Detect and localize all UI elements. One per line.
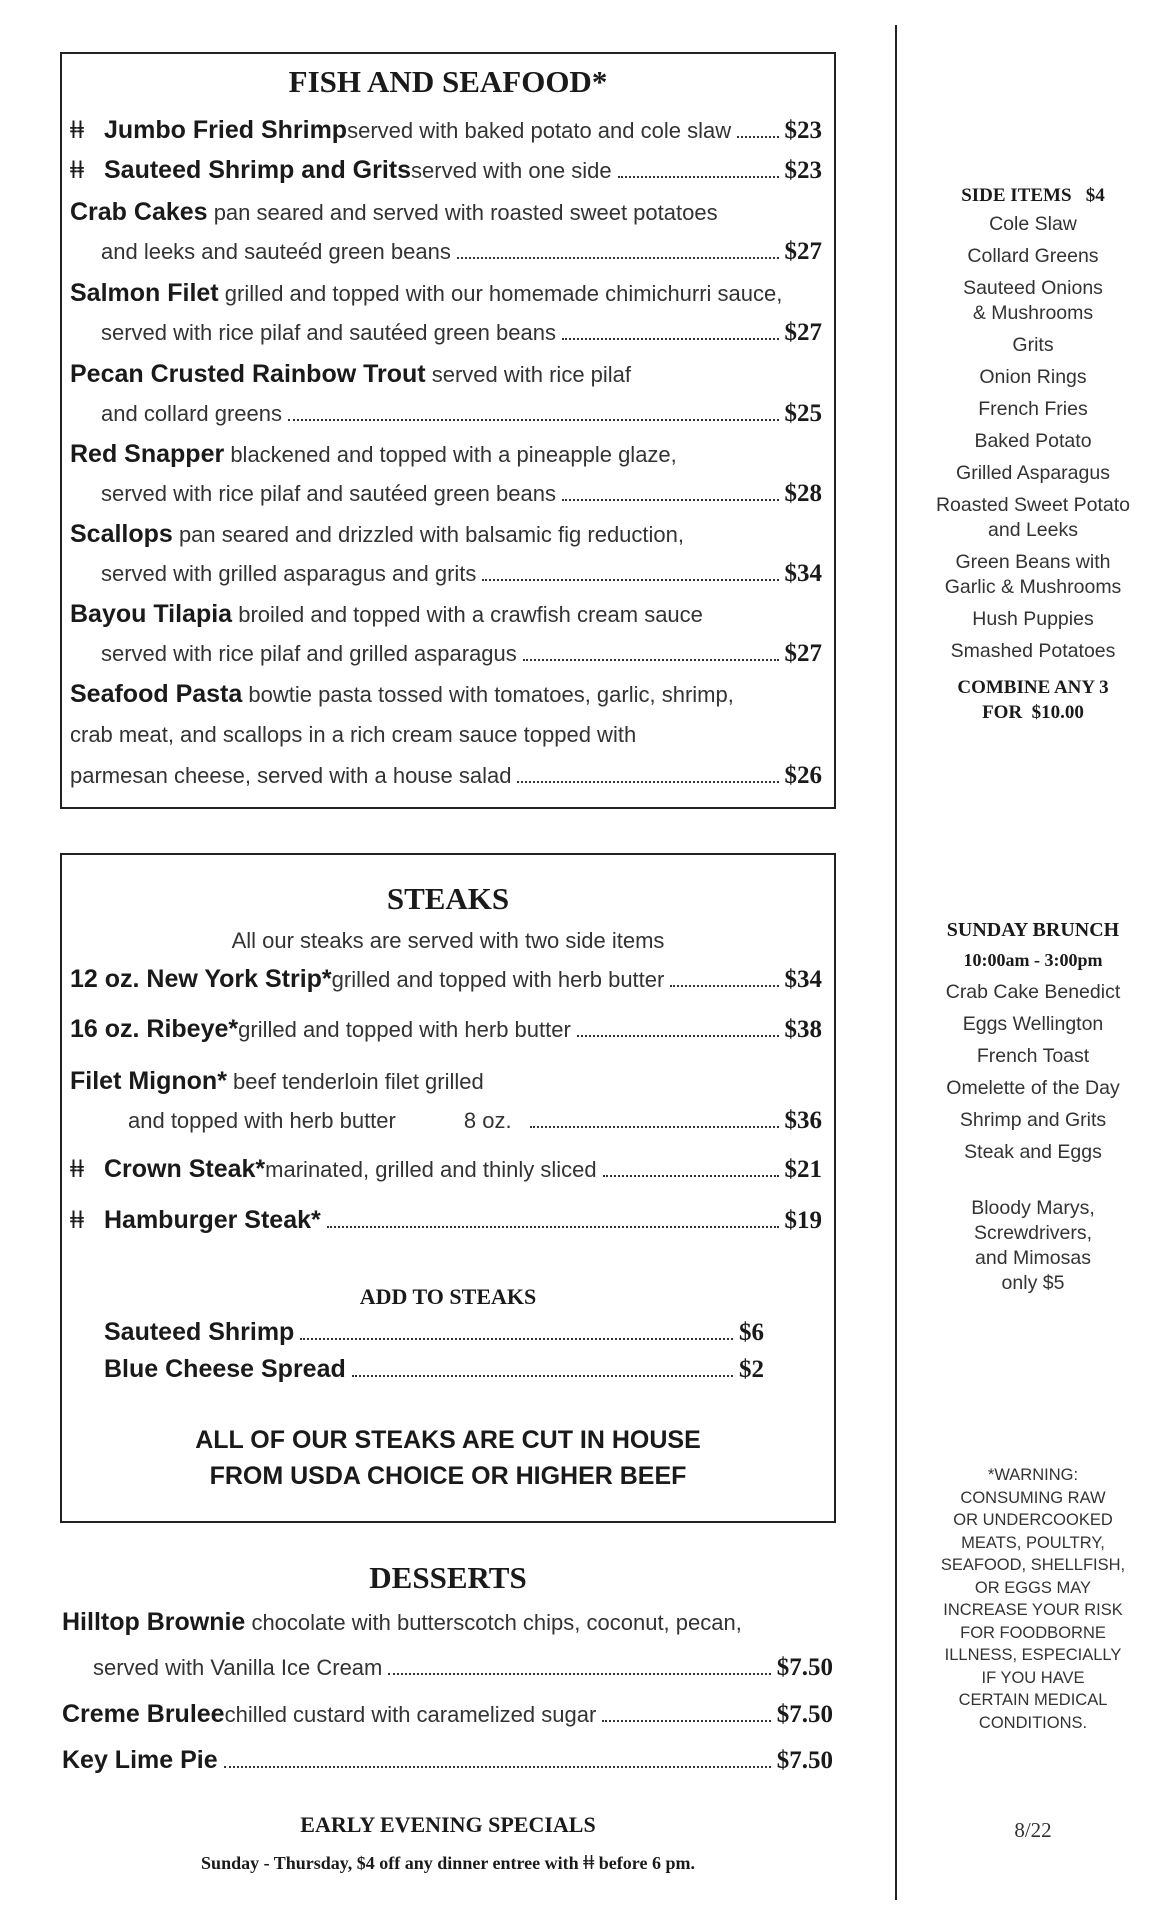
side-item: Garlic & Mushrooms <box>944 576 1122 598</box>
menu-item: Creme Brulee chilled custard with caramelized sugar $7.50 <box>62 1700 833 1728</box>
menu-item: 16 oz. Ribeye* grilled and topped with herb butter $38 <box>70 1015 822 1043</box>
side-items-panel <box>920 183 1146 725</box>
menu-item: ǂǂ Crown Steak* marinated, grilled and thinly sliced $21 <box>70 1155 822 1183</box>
steaks-note: FROM USDA CHOICE OR HIGHER BEEF <box>209 1462 687 1490</box>
fish-title: FISH AND SEAFOOD* <box>288 64 608 99</box>
side-item: Collard Greens <box>967 245 1099 267</box>
brunch-item: Eggs Wellington <box>962 1013 1104 1035</box>
steaks-note: ALL OF OUR STEAKS ARE CUT IN HOUSE <box>195 1426 701 1454</box>
menu-item: Salmon Filet grilled and topped with our homemade chimichurri sauce, <box>70 279 783 307</box>
brunch-drinks: Bloody Marys, <box>971 1197 1095 1219</box>
menu-item: Key Lime Pie $7.50 <box>62 1746 833 1774</box>
warning-line: OR UNDERCOOKED <box>953 1511 1113 1529</box>
steaks-subtitle: All our steaks are served with two side items <box>231 928 665 953</box>
warning-line: CERTAIN MEDICAL <box>958 1691 1108 1709</box>
add-item: Blue Cheese Spread $2 <box>104 1355 764 1383</box>
warning-line: CONDITIONS. <box>978 1713 1088 1732</box>
menu-item: 12 oz. New York Strip* grilled and topped with herb butter $34 <box>70 965 822 993</box>
warning-line: INCREASE YOUR RISK <box>943 1601 1123 1619</box>
brunch-title: SUNDAY BRUNCH <box>946 919 1120 941</box>
brunch-item: French Toast <box>976 1045 1090 1067</box>
side-item: & Mushrooms <box>972 302 1094 324</box>
warning-line: CONSUMING RAW <box>960 1488 1106 1507</box>
menu-item-cont: and leeks and sauteéd green beans $27 <box>101 238 822 265</box>
side-item: and Leeks <box>988 519 1078 541</box>
side-item: Baked Potato <box>974 430 1092 452</box>
side-item: Smashed Potatoes <box>950 640 1116 662</box>
brunch-drinks: only $5 <box>1001 1272 1065 1294</box>
menu-item-cont: served with rice pilaf and sautéed green beans $27 <box>101 319 822 346</box>
menu-item: Crab Cakes pan seared and served with roasted sweet potatoes <box>70 198 718 226</box>
menu-item-cont: served with grilled asparagus and grits $34 <box>101 560 822 587</box>
combo-text: COMBINE ANY 3 <box>957 677 1109 698</box>
warning-line: FOR FOODBORNE <box>960 1623 1106 1642</box>
hilltop-icon: ǂǂ <box>70 1156 84 1183</box>
specials-title: EARLY EVENING SPECIALS <box>300 1812 596 1837</box>
side-item: Sauteed Onions <box>963 277 1103 299</box>
menu-item: Filet Mignon* beef tenderloin filet grilled <box>70 1067 484 1095</box>
menu-item: ǂǂ Hamburger Steak* $19 <box>70 1206 822 1234</box>
menu-item: Bayou Tilapia broiled and topped with a crawfish cream sauce <box>70 600 703 628</box>
brunch-drinks: and Mimosas <box>975 1247 1091 1269</box>
desserts-title: DESSERTS <box>369 1560 527 1595</box>
menu-item-cont: served with rice pilaf and grilled asparagus $27 <box>101 640 822 667</box>
brunch-drinks: Screwdrivers, <box>973 1222 1093 1244</box>
column-divider <box>895 25 897 1900</box>
side-item: Roasted Sweet Potato <box>935 494 1131 516</box>
steaks-title: STEAKS <box>386 881 510 916</box>
side-item: Onion Rings <box>979 366 1087 388</box>
brunch-item: Crab Cake Benedict <box>945 981 1121 1003</box>
warning-line: MEATS, POULTRY, <box>961 1533 1105 1552</box>
warning-line: ILLNESS, ESPECIALLY <box>944 1646 1122 1664</box>
menu-item-cont: and collard greens $25 <box>101 400 822 427</box>
side-item: Green Beans with <box>955 551 1111 573</box>
menu-item: Pecan Crusted Rainbow Trout served with rice pilaf <box>70 360 632 388</box>
menu-item: Hilltop Brownie chocolate with butterscotch chips, coconut, pecan, <box>62 1608 742 1636</box>
warning-line: SEAFOOD, SHELLFISH, <box>940 1556 1126 1574</box>
brunch-hours: 10:00am - 3:00pm <box>963 950 1103 970</box>
warning-panel <box>920 1464 1146 1734</box>
brunch-item: Omelette of the Day <box>946 1077 1120 1099</box>
menu-item-cont: crab meat, and scallops in a rich cream sauce topped with <box>70 722 637 747</box>
brunch-item: Shrimp and Grits <box>959 1109 1107 1131</box>
menu-item-cont: served with rice pilaf and sautéed green beans $28 <box>101 480 822 507</box>
menu-item: Red Snapper blackened and topped with a pineapple glaze, <box>70 440 677 468</box>
add-to-steaks-title: ADD TO STEAKS <box>359 1284 537 1309</box>
side-item: Grilled Asparagus <box>956 462 1110 484</box>
side-item: Cole Slaw <box>989 213 1077 235</box>
menu-item: ǂǂ Jumbo Fried Shrimp served with baked potato and cole slaw $23 <box>70 116 822 144</box>
hilltop-icon: ǂǂ <box>70 117 84 144</box>
side-items-title: SIDE ITEMS $4 <box>961 185 1105 206</box>
brunch-panel <box>920 918 1146 1296</box>
menu-item: ǂǂ Sauteed Shrimp and Grits served with one side $23 <box>70 156 822 184</box>
combo-text: FOR $10.00 <box>982 702 1084 723</box>
hilltop-icon: ǂǂ <box>70 157 84 184</box>
add-item: Sauteed Shrimp $6 <box>104 1318 764 1346</box>
brunch-item: Steak and Eggs <box>964 1141 1102 1163</box>
warning-line: *WARNING: <box>987 1466 1079 1484</box>
warning-line: IF YOU HAVE <box>981 1668 1085 1687</box>
side-item: Hush Puppies <box>972 608 1094 630</box>
menu-item: Scallops pan seared and drizzled with balsamic fig reduction, <box>70 520 684 548</box>
warning-line: OR EGGS MAY <box>974 1578 1092 1597</box>
specials-text: Sunday - Thursday, $4 off any dinner entree with ǂǂ before 6 pm. <box>201 1852 695 1874</box>
side-item: French Fries <box>978 398 1088 420</box>
menu-item-cont: and topped with herb butter 8 oz. $36 <box>128 1107 822 1134</box>
hilltop-icon: ǂǂ <box>70 1207 84 1234</box>
menu-item-cont: parmesan cheese, served with a house salad $26 <box>70 762 822 789</box>
menu-item: Seafood Pasta bowtie pasta tossed with tomatoes, garlic, shrimp, <box>70 680 734 708</box>
menu-date: 8/22 <box>1014 1818 1052 1842</box>
side-item: Grits <box>1012 334 1054 356</box>
menu-item-cont: served with Vanilla Ice Cream $7.50 <box>93 1654 833 1681</box>
hilltop-icon: ǂǂ <box>583 1852 595 1874</box>
